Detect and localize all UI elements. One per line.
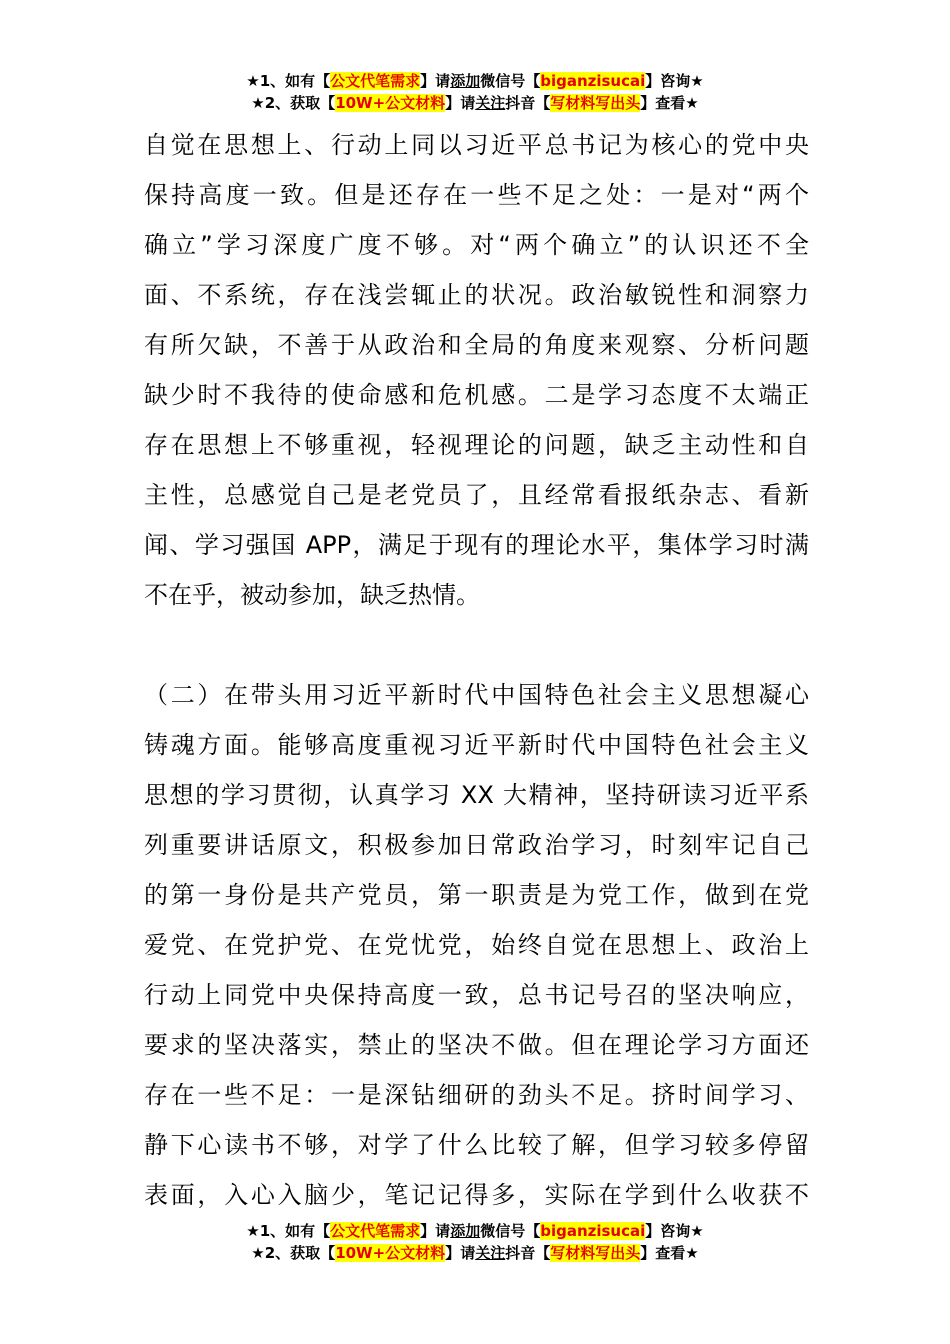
paragraph-2 (144, 670, 809, 1220)
banner-line-1 (0, 1220, 950, 1242)
text-line: 保持高度一致。但是还存在一些不足之处：一是对“两个 (144, 181, 809, 209)
banner-highlight-wechat-id: biganzisucai (540, 1222, 646, 1240)
banner-text: 】查看★ (640, 94, 699, 112)
text-line: 铸魂方面。能够高度重视习近平新时代中国特色社会主义 (144, 731, 809, 759)
banner-line-2 (0, 92, 950, 114)
banner-text: 】请 (445, 94, 476, 112)
text-line: 思想的学习贯彻，认真学习 XX 大精神，坚持研读习近平系 (144, 781, 809, 809)
text-line: 闻、学习强国 APP，满足于现有的理论水平，集体学习时满 (144, 531, 809, 559)
banner-highlight: 公文代笔需求 (330, 1222, 421, 1240)
banner-underline: 关注 (475, 94, 506, 112)
text-line: 不在乎，被动参加，缺乏热情。 (144, 581, 480, 609)
banner-text: 】请 (420, 72, 451, 90)
banner-text: ★1、如有【 (246, 1222, 331, 1240)
text-line: 的第一身份是共产党员，第一职责是为党工作，做到在党 (144, 881, 809, 909)
text-line: 自觉在思想上、行动上同以习近平总书记为核心的党中央 (144, 131, 809, 159)
text-line: 有所欠缺，不善于从政治和全局的角度来观察、分析问题 (144, 331, 809, 359)
text-line: 确立”学习深度广度不够。对“两个确立”的认识还不全 (144, 231, 809, 259)
text-line: 表面，入心入脑少，笔记记得多，实际在学到什么收获不 (144, 1181, 809, 1209)
header-banner (0, 70, 950, 114)
banner-text: ★1、如有【 (246, 72, 331, 90)
text-line: 行动上同党中央保持高度一致，总书记号召的坚决响应， (144, 981, 809, 1009)
text-line: 列重要讲话原文，积极参加日常政治学习，时刻牢记自己 (144, 831, 809, 859)
banner-text: 】查看★ (640, 1244, 699, 1262)
banner-text: ★2、获取【 (251, 94, 336, 112)
text-line: 面、不系统，存在浅尝辄止的状况。政治敏锐性和洞察力 (144, 281, 809, 309)
paragraph-gap (144, 620, 809, 670)
text-line: 爱党、在党护党、在党忧党，始终自觉在思想上、政治上 (144, 931, 809, 959)
banner-highlight: 10W+公文材料 (335, 1244, 446, 1262)
banner-highlight-wechat-id: biganzisucai (540, 72, 646, 90)
banner-text: 抖音【 (505, 1244, 551, 1262)
banner-highlight-douyin: 写材料写出头 (550, 94, 641, 112)
banner-text: 】咨询★ (645, 72, 704, 90)
text-line: 静下心读书不够，对学了什么比较了解，但学习较多停留 (144, 1131, 809, 1159)
banner-highlight: 10W+公文材料 (335, 94, 446, 112)
text-line: 缺少时不我待的使命感和危机感。二是学习态度不太端正 (144, 381, 809, 409)
banner-underline: 添加 (450, 72, 481, 90)
text-line: 主性，总感觉自己是老党员了，且经常看报纸杂志、看新 (144, 481, 809, 509)
banner-text: 微信号【 (480, 72, 541, 90)
text-line: 存在一些不足：一是深钻细研的劲头不足。挤时间学习、 (144, 1081, 809, 1109)
banner-text: 】咨询★ (645, 1222, 704, 1240)
footer-banner (0, 1220, 950, 1264)
banner-highlight-douyin: 写材料写出头 (550, 1244, 641, 1262)
banner-text: 微信号【 (480, 1222, 541, 1240)
text-line: 存在思想上不够重视，轻视理论的问题，缺乏主动性和自 (144, 431, 809, 459)
banner-line-1 (0, 70, 950, 92)
banner-text: ★2、获取【 (251, 1244, 336, 1262)
paragraph-1 (144, 120, 809, 620)
text-line: 要求的坚决落实，禁止的坚决不做。但在理论学习方面还 (144, 1031, 809, 1059)
banner-line-2 (0, 1242, 950, 1264)
banner-underline: 关注 (475, 1244, 506, 1262)
banner-text: 抖音【 (505, 94, 551, 112)
document-body (144, 120, 809, 1220)
banner-underline: 添加 (450, 1222, 481, 1240)
banner-highlight: 公文代笔需求 (330, 72, 421, 90)
text-line: （二）在带头用习近平新时代中国特色社会主义思想凝心 (144, 681, 809, 709)
banner-text: 】请 (420, 1222, 451, 1240)
banner-text: 】请 (445, 1244, 476, 1262)
